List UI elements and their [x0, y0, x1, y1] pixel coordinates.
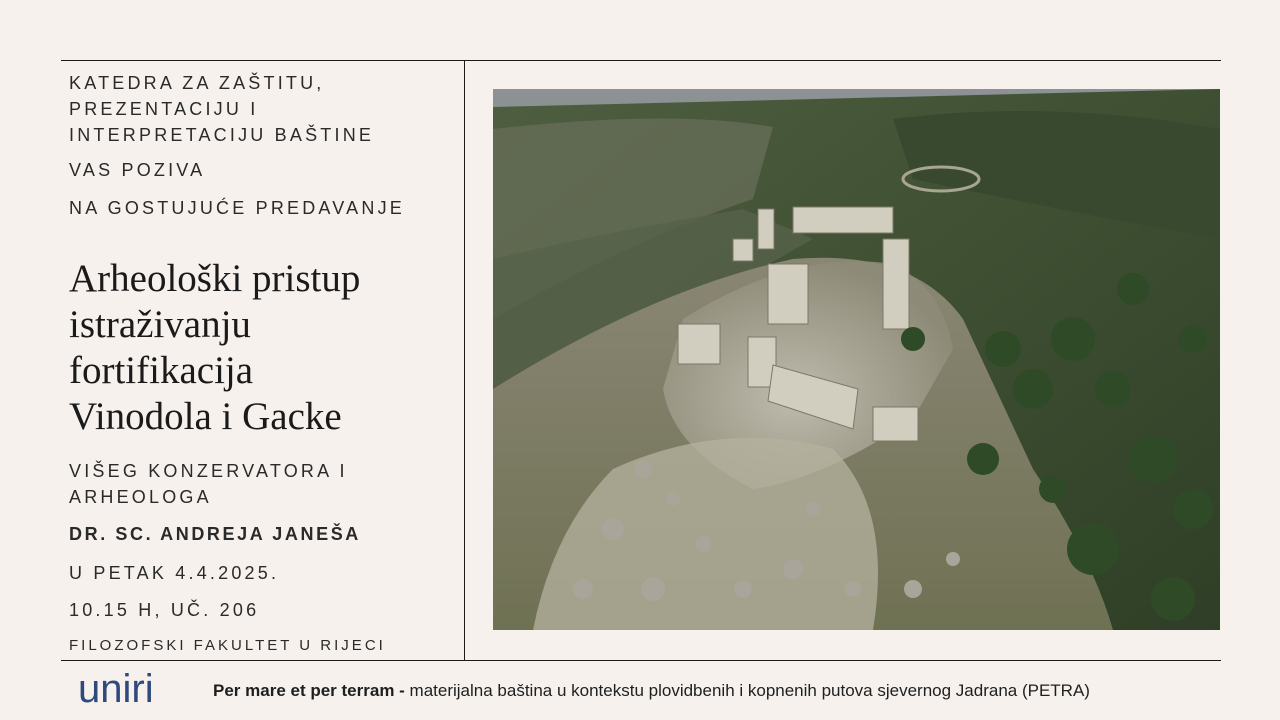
project-description: materijalna baština u kontekstu plovidbenih i kopnenih putova sjevernog Jadrana (PETRA) [404, 681, 1090, 700]
project-footer [213, 681, 1090, 701]
department-name [69, 70, 374, 148]
project-name: Per mare et per terram - [213, 681, 405, 700]
speaker-role [69, 458, 348, 510]
uniri-logo [78, 672, 182, 713]
title-line: istraživanju [69, 303, 251, 346]
top-rule [61, 60, 1221, 61]
bottom-rule [61, 660, 1221, 661]
lecture-title [69, 256, 464, 440]
lecture-date: U PETAK 4.4.2025. [69, 563, 280, 583]
title-line: Arheološki pristup [69, 257, 361, 300]
title-line: Vinodola i Gacke [69, 395, 342, 438]
speaker-name: DR. SC. ANDREJA JANEŠA [69, 524, 361, 544]
event-type: NA GOSTUJUĆE PREDAVANJE [69, 198, 405, 218]
department-line: INTERPRETACIJU BAŠTINE [69, 125, 375, 145]
speaker-role-line: ARHEOLOGA [69, 487, 212, 507]
aerial-fortress-ruins-photo [493, 89, 1220, 630]
lecture-time-room: 10.15 H, UČ. 206 [69, 600, 260, 620]
department-line: PREZENTACIJU I [69, 99, 259, 119]
speaker-role-line: VIŠEG KONZERVATORA I [69, 461, 348, 481]
logo-text: uniri [78, 672, 154, 708]
title-line: fortifikacija [69, 349, 254, 392]
venue: FILOZOFSKI FAKULTET U RIJECI [69, 637, 386, 654]
invites-text: VAS POZIVA [69, 160, 206, 180]
department-line: KATEDRA ZA ZAŠTITU, [69, 73, 325, 93]
vertical-divider [464, 60, 465, 660]
